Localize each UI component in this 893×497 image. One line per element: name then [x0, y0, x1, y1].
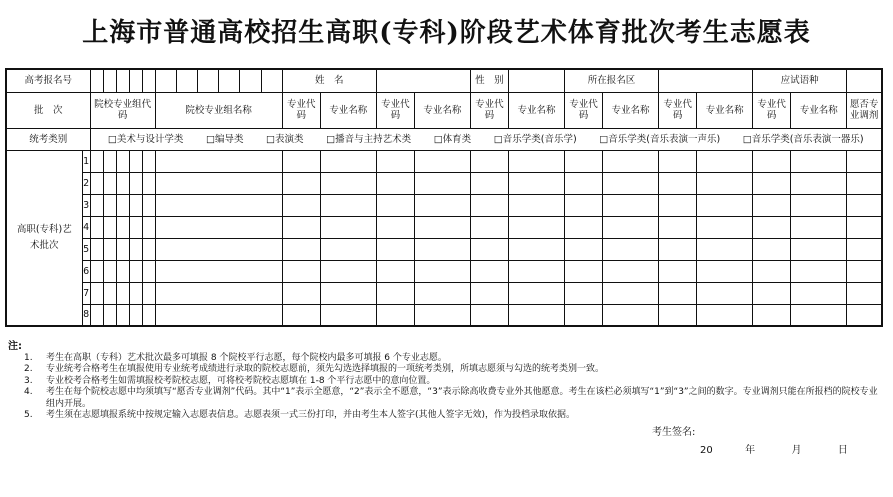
entry-cell[interactable]: [414, 194, 470, 216]
adjust-cell[interactable]: [847, 150, 882, 172]
entry-cell[interactable]: [282, 304, 320, 326]
language-field[interactable]: [847, 69, 882, 92]
exam-type-checkbox[interactable]: □播音与主持艺术类: [326, 133, 412, 145]
adjust-cell[interactable]: [847, 304, 882, 326]
group-code-cell[interactable]: [90, 150, 103, 172]
header-row: [6, 69, 882, 92]
group-code-cell[interactable]: [129, 150, 142, 172]
group-code-cell[interactable]: [142, 260, 155, 282]
adjust-cell[interactable]: [847, 282, 882, 304]
major-code-header: 专业代码: [470, 92, 508, 128]
entry-cell[interactable]: [282, 260, 320, 282]
entry-cell[interactable]: [508, 304, 564, 326]
row-number: 1: [82, 150, 90, 172]
entry-cell[interactable]: [155, 304, 282, 326]
group-code-cell[interactable]: [103, 304, 116, 326]
note-item: 2. 专业统考合格考生在填报使用专业统考成绩进行录取的院校志愿前，须先勾选选择填报的一项统考类别，所填志愿须与勾选的统考类别一致。: [24, 364, 605, 374]
entry-cell[interactable]: [564, 260, 602, 282]
entry-cell[interactable]: [697, 304, 753, 326]
major-code-header: 专业代码: [753, 92, 791, 128]
entry-cell[interactable]: [414, 150, 470, 172]
entry-cell[interactable]: [753, 260, 791, 282]
exam-no-cell[interactable]: [177, 70, 198, 92]
group-code-cell[interactable]: [116, 172, 129, 194]
entry-cell[interactable]: [282, 282, 320, 304]
entry-cell[interactable]: [320, 172, 376, 194]
date-day: 日: [837, 445, 848, 456]
entry-cell[interactable]: [320, 216, 376, 238]
entry-cell[interactable]: [603, 150, 659, 172]
entry-cell[interactable]: [753, 304, 791, 326]
entry-cell[interactable]: [659, 282, 697, 304]
entry-cell[interactable]: [753, 150, 791, 172]
entry-cell[interactable]: [697, 150, 753, 172]
row-number: 4: [82, 216, 90, 238]
group-code-cell[interactable]: [129, 216, 142, 238]
group-code-cell[interactable]: [142, 172, 155, 194]
exam-type-checkbox[interactable]: □音乐学类(音乐表演一声乐): [599, 133, 721, 145]
exam-type-label: 统考类别: [6, 128, 90, 150]
entry-cell[interactable]: [603, 238, 659, 260]
entry-cell[interactable]: [659, 260, 697, 282]
row-number: 5: [82, 238, 90, 260]
entry-cell[interactable]: [376, 216, 414, 238]
group-code-cell[interactable]: [90, 260, 103, 282]
group-code-cell[interactable]: [103, 260, 116, 282]
entry-cell[interactable]: [320, 150, 376, 172]
entry-cell[interactable]: [697, 172, 753, 194]
row-number: 8: [82, 304, 90, 326]
entry-cell[interactable]: [320, 238, 376, 260]
date-year: 年: [745, 445, 756, 456]
major-code-header: 专业代码: [659, 92, 697, 128]
major-code-header: 专业代码: [376, 92, 414, 128]
group-code-cell[interactable]: [103, 216, 116, 238]
major-name-header: 专业名称: [320, 92, 376, 128]
group-code-cell[interactable]: [129, 260, 142, 282]
row-number: 2: [82, 172, 90, 194]
language-label: 应试语种: [753, 69, 847, 92]
entry-cell[interactable]: [659, 304, 697, 326]
application-form-table: [5, 68, 883, 327]
group-code-cell[interactable]: [142, 150, 155, 172]
entry-cell[interactable]: [659, 172, 697, 194]
location-field[interactable]: [659, 69, 753, 92]
exam-no-cell[interactable]: [103, 69, 116, 92]
entry-cell[interactable]: [508, 216, 564, 238]
group-code-cell[interactable]: [103, 150, 116, 172]
entry-cell[interactable]: [564, 172, 602, 194]
entry-cell[interactable]: [155, 194, 282, 216]
notes-label: 注:: [8, 341, 22, 352]
entry-cell[interactable]: [791, 238, 847, 260]
exam-no-cell[interactable]: [116, 69, 129, 92]
entry-cell[interactable]: [791, 260, 847, 282]
entry-cell[interactable]: [564, 150, 602, 172]
entry-cell[interactable]: [414, 304, 470, 326]
exam-no-cell[interactable]: [198, 70, 219, 92]
row-number: 6: [82, 260, 90, 282]
entry-cell[interactable]: [791, 194, 847, 216]
group-code-cell[interactable]: [90, 172, 103, 194]
entry-cell[interactable]: [753, 172, 791, 194]
entry-cell[interactable]: [791, 172, 847, 194]
entry-cell[interactable]: [414, 260, 470, 282]
entry-cell[interactable]: [564, 304, 602, 326]
group-code-cell[interactable]: [116, 216, 129, 238]
entry-cell[interactable]: [603, 172, 659, 194]
gender-label: 性 别: [470, 69, 508, 92]
name-field[interactable]: [376, 69, 470, 92]
entry-cell[interactable]: [470, 194, 508, 216]
group-code-header: 院校专业组代码: [90, 92, 155, 128]
group-code-cell[interactable]: [142, 194, 155, 216]
group-code-cell[interactable]: [116, 260, 129, 282]
exam-no-cell[interactable]: [90, 69, 103, 92]
note-item: 5. 考生须在志愿填报系统中按规定输入志愿表信息。志愿表须一式三份打印，并由考生本人签字(其他人签字无效)，作为投档录取依据。: [24, 410, 576, 420]
exam-type-checkbox[interactable]: □音乐学类(音乐表演一器乐): [742, 133, 864, 145]
group-code-cell[interactable]: [90, 238, 103, 260]
entry-cell[interactable]: [659, 194, 697, 216]
entry-cell[interactable]: [376, 238, 414, 260]
entry-cell[interactable]: [791, 150, 847, 172]
exam-no-cell[interactable]: [129, 69, 142, 92]
notes-section: [8, 341, 886, 422]
name-label: 姓 名: [282, 69, 376, 92]
entry-cell[interactable]: [753, 194, 791, 216]
entry-cell[interactable]: [155, 216, 282, 238]
entry-cell[interactable]: [753, 238, 791, 260]
exam-no-label: 高考报名号: [6, 69, 90, 92]
entry-cell[interactable]: [376, 304, 414, 326]
entry-cell[interactable]: [508, 282, 564, 304]
group-code-cell[interactable]: [103, 172, 116, 194]
entry-cell[interactable]: [508, 260, 564, 282]
entry-cell[interactable]: [697, 238, 753, 260]
volunteer-row: [6, 304, 882, 326]
adjust-cell[interactable]: [847, 216, 882, 238]
volunteer-row: [6, 282, 882, 304]
entry-cell[interactable]: [155, 282, 282, 304]
entry-cell[interactable]: [470, 216, 508, 238]
exam-type-options: [91, 134, 881, 145]
entry-cell[interactable]: [470, 260, 508, 282]
entry-cell[interactable]: [659, 216, 697, 238]
entry-cell[interactable]: [155, 260, 282, 282]
entry-cell[interactable]: [155, 150, 282, 172]
gender-field[interactable]: [508, 69, 564, 92]
exam-no-cell[interactable]: [156, 70, 177, 92]
major-code-header: 专业代码: [282, 92, 320, 128]
entry-cell[interactable]: [282, 238, 320, 260]
batch-header-row: [6, 92, 882, 128]
adjust-cell[interactable]: [847, 172, 882, 194]
exam-type-checkbox[interactable]: □体育类: [433, 133, 472, 145]
adjust-header: 愿否专业调剂: [847, 92, 882, 128]
entry-cell[interactable]: [320, 194, 376, 216]
major-name-header: 专业名称: [508, 92, 564, 128]
entry-cell[interactable]: [508, 238, 564, 260]
entry-cell[interactable]: [697, 216, 753, 238]
volunteer-row: [6, 216, 882, 238]
location-label: 所在报名区: [564, 69, 658, 92]
batch-label: 批 次: [6, 92, 90, 128]
section-label: 高职(专科)艺术批次: [6, 150, 82, 326]
group-code-cell[interactable]: [142, 282, 155, 304]
group-code-cell[interactable]: [129, 282, 142, 304]
signature-label: 考生签名:: [652, 427, 696, 438]
entry-cell[interactable]: [282, 216, 320, 238]
entry-cell[interactable]: [791, 304, 847, 326]
group-code-cell[interactable]: [116, 304, 129, 326]
entry-cell[interactable]: [753, 216, 791, 238]
entry-cell[interactable]: [470, 304, 508, 326]
group-code-cell[interactable]: [116, 238, 129, 260]
note-item: 1. 考生在高职（专科）艺术批次最多可填报 8 个院校平行志愿，每个院校内最多可填报 6 个专业志愿。: [24, 352, 447, 363]
entry-cell[interactable]: [282, 172, 320, 194]
entry-cell[interactable]: [282, 150, 320, 172]
group-code-cell[interactable]: [103, 282, 116, 304]
exam-type-checkbox[interactable]: □编导类: [205, 133, 244, 145]
exam-no-cell[interactable]: [240, 70, 261, 92]
date-line: [700, 441, 848, 456]
entry-cell[interactable]: [376, 150, 414, 172]
group-code-cell[interactable]: [142, 304, 155, 326]
group-code-cell[interactable]: [90, 304, 103, 326]
major-code-header: 专业代码: [564, 92, 602, 128]
entry-cell[interactable]: [564, 282, 602, 304]
entry-cell[interactable]: [376, 282, 414, 304]
exam-no-cell[interactable]: [219, 70, 240, 92]
adjust-cell[interactable]: [847, 260, 882, 282]
exam-no-cell[interactable]: [142, 69, 155, 92]
group-code-cell[interactable]: [116, 194, 129, 216]
entry-cell[interactable]: [697, 194, 753, 216]
group-name-header: 院校专业组名称: [155, 92, 282, 128]
group-code-cell[interactable]: [129, 238, 142, 260]
entry-cell[interactable]: [791, 282, 847, 304]
major-name-header: 专业名称: [414, 92, 470, 128]
exam-type-checkbox[interactable]: □表演类: [266, 133, 304, 145]
form-title: 上海市普通高校招生高职(专科)阶段艺术体育批次考生志愿表: [82, 18, 811, 48]
entry-cell[interactable]: [155, 172, 282, 194]
entry-cell[interactable]: [659, 150, 697, 172]
entry-cell[interactable]: [603, 194, 659, 216]
note-item: 4. 考生在每个院校志愿中均须填写“愿否专业调剂”代码。其中“1”表示全愿意，“2”表示全不愿意，“3”表示除高收费专业外其他愿意。考生在该栏必须填写“1”到“3”之间的数字。专业调剂只能在所报档的院校专业组内开展。: [24, 387, 878, 409]
exam-type-checkbox[interactable]: □美术与设计学类: [107, 133, 184, 145]
entry-cell[interactable]: [470, 172, 508, 194]
volunteer-row: [6, 150, 882, 172]
note-item: 3. 专业校考合格考生如需填报校考院校志愿，可将校考院校志愿填在 1-8 个平行志愿中的意向位置。: [24, 375, 436, 386]
entry-cell[interactable]: [470, 282, 508, 304]
group-code-cell[interactable]: [129, 194, 142, 216]
group-code-cell[interactable]: [103, 238, 116, 260]
row-number: 7: [82, 282, 90, 304]
entry-cell[interactable]: [155, 238, 282, 260]
entry-cell[interactable]: [376, 172, 414, 194]
entry-cell[interactable]: [508, 172, 564, 194]
entry-cell[interactable]: [564, 194, 602, 216]
entry-cell[interactable]: [603, 260, 659, 282]
row-number: 3: [82, 194, 90, 216]
group-code-cell[interactable]: [129, 304, 142, 326]
entry-cell[interactable]: [564, 216, 602, 238]
date-month: 月: [791, 445, 802, 456]
entry-cell[interactable]: [697, 282, 753, 304]
group-code-cell[interactable]: [90, 194, 103, 216]
volunteer-rows: [6, 150, 882, 326]
group-code-cell[interactable]: [103, 194, 116, 216]
major-name-header: 专业名称: [603, 92, 659, 128]
adjust-cell[interactable]: [847, 238, 882, 260]
entry-cell[interactable]: [470, 150, 508, 172]
entry-cell[interactable]: [659, 238, 697, 260]
major-name-header: 专业名称: [791, 92, 847, 128]
exam-no-cell[interactable]: [262, 70, 282, 92]
entry-cell[interactable]: [603, 304, 659, 326]
date-prefix: 20: [700, 445, 713, 456]
volunteer-row: [6, 172, 882, 194]
entry-cell[interactable]: [414, 282, 470, 304]
entry-cell[interactable]: [414, 172, 470, 194]
entry-cell[interactable]: [508, 194, 564, 216]
entry-cell[interactable]: [564, 238, 602, 260]
entry-cell[interactable]: [603, 216, 659, 238]
entry-cell[interactable]: [376, 194, 414, 216]
entry-cell[interactable]: [470, 238, 508, 260]
entry-cell[interactable]: [282, 194, 320, 216]
entry-cell[interactable]: [603, 282, 659, 304]
group-code-cell[interactable]: [90, 216, 103, 238]
entry-cell[interactable]: [414, 216, 470, 238]
exam-type-checkbox[interactable]: □音乐学类(音乐学): [493, 133, 577, 145]
entry-cell[interactable]: [320, 304, 376, 326]
entry-cell[interactable]: [414, 238, 470, 260]
major-name-header: 专业名称: [697, 92, 753, 128]
entry-cell[interactable]: [697, 260, 753, 282]
group-code-cell[interactable]: [129, 172, 142, 194]
group-code-cell[interactable]: [90, 282, 103, 304]
group-code-cell[interactable]: [142, 216, 155, 238]
entry-cell[interactable]: [320, 260, 376, 282]
group-code-cell[interactable]: [116, 150, 129, 172]
entry-cell[interactable]: [753, 282, 791, 304]
entry-cell[interactable]: [791, 216, 847, 238]
adjust-cell[interactable]: [847, 194, 882, 216]
group-code-cell[interactable]: [116, 282, 129, 304]
exam-type-row: [6, 128, 882, 150]
entry-cell[interactable]: [320, 282, 376, 304]
entry-cell[interactable]: [376, 260, 414, 282]
group-code-cell[interactable]: [142, 238, 155, 260]
volunteer-row: [6, 238, 882, 260]
entry-cell[interactable]: [508, 150, 564, 172]
volunteer-row: [6, 260, 882, 282]
volunteer-row: [6, 194, 882, 216]
